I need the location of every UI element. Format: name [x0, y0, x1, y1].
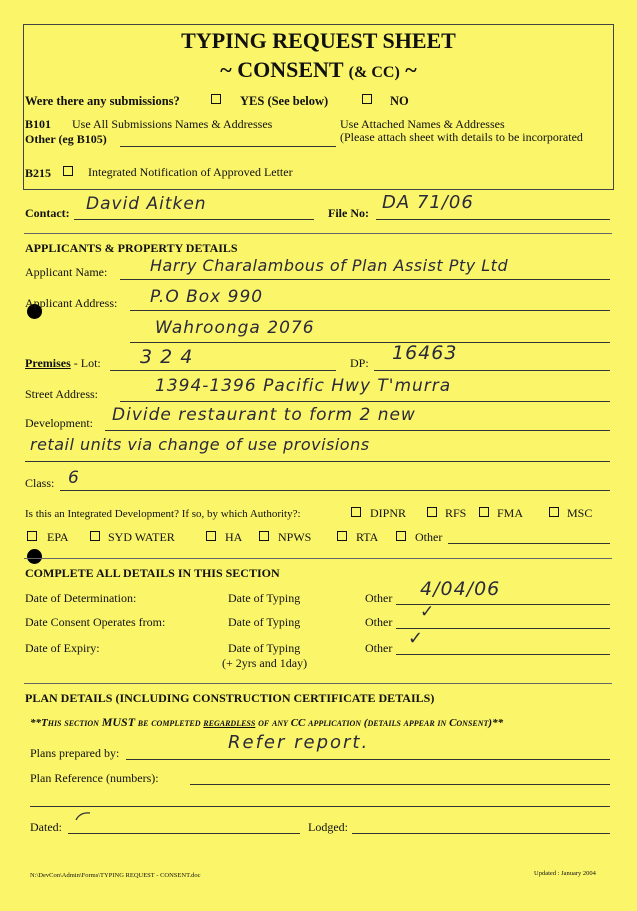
fma-label: FMA: [497, 506, 524, 520]
other-label-1: Other: [365, 591, 393, 605]
details-section-title: COMPLETE ALL DETAILS IN THIS SECTION: [25, 566, 280, 580]
plan-reference-label: Plan Reference (numbers):: [30, 771, 159, 785]
b215-code: B215: [25, 166, 52, 180]
ha-label: HA: [225, 530, 243, 544]
submissions-question: Were there any submissions?: [25, 94, 180, 108]
street-address-label: Street Address:: [25, 387, 98, 401]
street-address-line[interactable]: [120, 401, 610, 402]
lodged-line[interactable]: [352, 833, 610, 834]
epa-checkbox[interactable]: [27, 531, 37, 541]
form-title: TYPING REQUEST SHEET: [181, 28, 456, 53]
notice-consent: Consent: [449, 717, 489, 729]
applicant-address-line-2[interactable]: [130, 342, 610, 343]
separator-1: [24, 233, 612, 234]
subtitle-pre: ~ CONSENT: [220, 57, 349, 82]
other-line-3[interactable]: [396, 654, 610, 655]
other-value-1: 4/04/06: [420, 578, 501, 600]
contact-line[interactable]: [74, 219, 314, 220]
applicant-address-label: Applicant Address:: [25, 296, 118, 310]
file-no-line[interactable]: [376, 219, 610, 220]
plan-section-title: PLAN DETAILS (INCLUDING CONSTRUCTION CERTIFICATE DETAILS): [25, 691, 435, 705]
development-line-1[interactable]: [105, 430, 610, 431]
syd-water-checkbox[interactable]: [90, 531, 100, 541]
binder-hole-bottom: [27, 549, 42, 564]
plans-prepared-value: Refer report.: [228, 732, 370, 753]
rfs-label: RFS: [445, 506, 467, 520]
typing-label-2: Date of Typing: [228, 615, 301, 629]
other-authority-line[interactable]: [448, 543, 610, 544]
premises-label-wrap: [25, 356, 101, 371]
msc-label: MSC: [567, 506, 593, 520]
plan-reference-line-2[interactable]: [30, 806, 610, 807]
b215-checkbox[interactable]: [63, 166, 73, 176]
yes-label: YES (See below): [240, 94, 329, 108]
dipnr-label: DIPNR: [370, 506, 407, 520]
plans-prepared-line[interactable]: [126, 759, 610, 760]
dp-value: 16463: [392, 342, 458, 364]
dipnr-checkbox[interactable]: [351, 507, 361, 517]
plan-reference-line-1[interactable]: [190, 784, 610, 785]
dated-label: Dated:: [30, 820, 62, 834]
other-authority-checkbox[interactable]: [396, 531, 406, 541]
separator-2: [24, 558, 612, 559]
typing-label-1: Date of Typing: [228, 591, 301, 605]
other-value-3: ✓: [408, 628, 425, 649]
attached-text: Use Attached Names & Addresses: [340, 117, 505, 131]
lot-value: 3 2 4: [140, 346, 194, 368]
npws-label: NPWS: [278, 530, 312, 544]
development-value-2: retail units via change of use provisions: [30, 435, 370, 454]
applicant-name-label: Applicant Name:: [25, 265, 108, 279]
yes-checkbox[interactable]: [211, 94, 221, 104]
other-value-2: ✓: [420, 602, 436, 622]
expiry-label: Date of Expiry:: [25, 641, 100, 655]
applicant-name-line[interactable]: [120, 279, 610, 280]
notice-pre: **: [30, 717, 41, 729]
determination-label: Date of Determination:: [25, 591, 137, 605]
lodged-label: Lodged:: [308, 820, 348, 834]
notice-cc: CC: [290, 717, 306, 729]
epa-label: EPA: [47, 530, 69, 544]
npws-checkbox[interactable]: [259, 531, 269, 541]
plan-notice: [30, 715, 503, 730]
footer-path: N:\DevCon\Admin\Forms\TYPING REQUEST - CONSENT.doc: [30, 872, 201, 879]
notice-must: MUST: [101, 715, 136, 729]
rfs-checkbox[interactable]: [427, 507, 437, 517]
b101-code: B101: [25, 117, 52, 131]
dated-line[interactable]: [68, 833, 300, 834]
subtitle-post: ~: [399, 57, 417, 82]
footer-updated: Updated : January 2004: [534, 870, 596, 877]
class-label: Class:: [25, 476, 55, 490]
syd-water-label: SYD WATER: [108, 530, 175, 544]
typing-label-3: Date of Typing: [228, 641, 301, 655]
no-checkbox[interactable]: [362, 94, 372, 104]
other-line[interactable]: [120, 146, 336, 147]
other-authority-label: Other: [415, 530, 443, 544]
class-line[interactable]: [60, 490, 610, 491]
contact-value: David Aitken: [86, 194, 207, 214]
applicant-address-line-1[interactable]: [130, 310, 610, 311]
applicant-address-value-2: Wahroonga 2076: [155, 318, 315, 338]
file-no-label: File No:: [328, 206, 369, 220]
operates-label: Date Consent Operates from:: [25, 615, 166, 629]
other-line-2[interactable]: [396, 628, 610, 629]
dp-line[interactable]: [374, 370, 610, 371]
applicant-section-title: APPLICANTS & PROPERTY DETAILS: [25, 241, 238, 255]
b215-text: Integrated Notification of Approved Letter: [88, 165, 293, 179]
integrated-question: Is this an Integrated Development? If so, by which Authority?:: [25, 508, 301, 520]
other-label-2: Other: [365, 615, 393, 629]
applicant-address-value-1: P.O Box 990: [150, 287, 264, 307]
class-value: 6: [68, 468, 80, 488]
lot-line[interactable]: [110, 370, 336, 371]
other-label: Other (eg B105): [25, 132, 107, 146]
b101-text: Use All Submissions Names & Addresses: [72, 117, 273, 131]
development-label: Development:: [25, 416, 93, 430]
premises-label: Premises: [25, 356, 71, 370]
other-label-3: Other: [365, 641, 393, 655]
rta-checkbox[interactable]: [337, 531, 347, 541]
form-subtitle: [23, 57, 614, 83]
subtitle-cc: (& CC): [348, 64, 400, 81]
notice-part-4: application (details appear in: [305, 717, 450, 729]
street-address-value: 1394-1396 Pacific Hwy T'murra: [155, 376, 452, 396]
notice-part-5: )**: [488, 717, 504, 729]
dp-label: DP:: [350, 356, 369, 370]
attach-note: (Please attach sheet with details to be incorporated: [340, 130, 583, 144]
no-label: NO: [390, 94, 409, 108]
notice-part-2: be completed: [135, 717, 204, 729]
development-value-1: Divide restaurant to form 2 new: [112, 405, 416, 425]
separator-3: [24, 683, 612, 684]
lot-label: - Lot:: [70, 356, 101, 370]
contact-label: Contact:: [25, 206, 70, 220]
file-no-value: DA 71/06: [382, 192, 474, 213]
notice-part-3: of any: [255, 717, 291, 729]
expiry-note: (+ 2yrs and 1day): [222, 656, 308, 670]
plans-prepared-label: Plans prepared by:: [30, 746, 120, 760]
development-line-2[interactable]: [25, 461, 610, 462]
rta-label: RTA: [356, 530, 379, 544]
notice-part-1: This section: [41, 717, 102, 729]
applicant-name-value: Harry Charalambous of Plan Assist Pty Ltd: [150, 256, 509, 275]
msc-checkbox[interactable]: [549, 507, 559, 517]
notice-regardless: regardless: [203, 717, 256, 729]
fma-checkbox[interactable]: [479, 507, 489, 517]
ha-checkbox[interactable]: [206, 531, 216, 541]
dated-tick-mark: [74, 810, 94, 822]
